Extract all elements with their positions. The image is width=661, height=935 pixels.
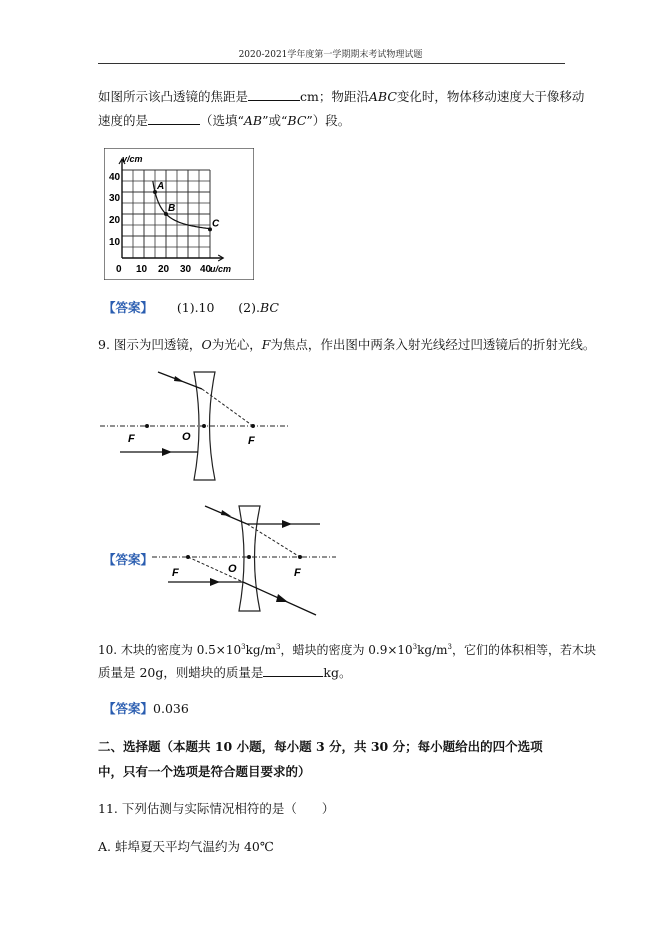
graph-ytick: 30 bbox=[109, 193, 121, 204]
arrow-icon bbox=[162, 448, 172, 456]
q8-graph bbox=[104, 148, 254, 280]
q8-text: 如图所示该凸透镜的焦距是 bbox=[98, 89, 249, 104]
q8-text-2b: （选填“ bbox=[200, 113, 244, 128]
q10-sup: 3 bbox=[447, 643, 452, 651]
arrow-icon bbox=[282, 520, 292, 528]
arrow-icon bbox=[276, 594, 288, 602]
label-f-right: F bbox=[248, 435, 255, 447]
q9-answer-tag-wrap bbox=[103, 553, 153, 567]
q8-blank-2 bbox=[148, 112, 200, 125]
q10-sup: 3 bbox=[275, 643, 281, 651]
focus-point-left bbox=[145, 424, 149, 428]
optical-center bbox=[202, 424, 206, 428]
q9-text: 图示为凹透镜， bbox=[113, 337, 202, 352]
focus-point-left bbox=[186, 555, 190, 559]
q10-text-2a: 质量是 20g，则蜡块的质量是 bbox=[98, 665, 264, 680]
q10-sup: 3 bbox=[241, 643, 246, 651]
q10-answer-val: 0.036 bbox=[153, 701, 189, 716]
q9-f: F bbox=[261, 337, 271, 352]
label-f-left: F bbox=[172, 567, 179, 579]
graph-point-label: B bbox=[168, 203, 176, 214]
graph-xtick: 10 bbox=[136, 264, 148, 275]
graph-ytick: 10 bbox=[109, 237, 121, 248]
q8-text-unit: cm；物距沿 bbox=[300, 89, 369, 104]
q8-text-2d: ”）段。 bbox=[306, 113, 351, 128]
focus-point-right bbox=[251, 424, 255, 428]
q8-blank-1 bbox=[248, 88, 300, 101]
graph-xtick: 0 bbox=[116, 264, 122, 275]
graph-xlabel: u/cm bbox=[210, 264, 232, 274]
optical-center bbox=[247, 555, 251, 559]
q10-answer bbox=[103, 702, 189, 716]
q9-answer-figure bbox=[150, 500, 342, 618]
focus-point-right bbox=[298, 555, 302, 559]
graph-xtick: 20 bbox=[158, 264, 170, 275]
q8-answer-2-val: BC bbox=[259, 300, 279, 315]
label-o: O bbox=[182, 431, 191, 443]
q8-text-2a: 速度的是 bbox=[98, 113, 149, 128]
graph-ytick: 20 bbox=[109, 215, 121, 226]
arrow-icon bbox=[221, 510, 231, 516]
graph-xtick: 40 bbox=[200, 264, 212, 275]
answer-tag: 【答案】 bbox=[103, 552, 154, 567]
graph-point-label: C bbox=[212, 218, 220, 230]
q10-unit: kg/m bbox=[417, 643, 448, 657]
graph-point-label: A bbox=[157, 181, 165, 192]
arrow-icon bbox=[210, 578, 220, 586]
label-o: O bbox=[228, 563, 237, 575]
graph-ytick: 40 bbox=[109, 172, 121, 183]
q8-line1 bbox=[98, 88, 584, 104]
q9-o: O bbox=[201, 337, 212, 352]
q9-text-c: 为焦点，作出图中两条入射光线经过凹透镜后的折射光线。 bbox=[270, 337, 596, 352]
section2-line2: 中，只有一个选项是符合题目要求的） bbox=[98, 764, 311, 779]
q11-stem: 11. 下列估测与实际情况相符的是（ ） bbox=[98, 801, 335, 816]
label-f-right: F bbox=[294, 567, 301, 579]
q10-line2 bbox=[98, 664, 351, 680]
q9-number: 9. bbox=[98, 337, 110, 352]
q8-bc: BC bbox=[287, 113, 307, 128]
graph-xtick: 30 bbox=[180, 264, 192, 275]
q10-text-c: ，蜡块的密度为 0.9×10 bbox=[280, 643, 413, 657]
q10-sup: 3 bbox=[412, 643, 418, 651]
q10-text-e: ，它们的体积相等，若木块 bbox=[451, 643, 596, 657]
q9-text-b: 为光心， bbox=[211, 337, 262, 352]
q8-text-b: 变化时，物体移动速度大于像移动 bbox=[396, 89, 585, 104]
q10-text-2b: kg。 bbox=[323, 665, 352, 680]
section2-line1: 二、选择题（本题共 10 小题，每小题 3 分，共 30 分；每小题给出的四个选项 bbox=[98, 739, 543, 754]
q10-blank bbox=[263, 664, 323, 677]
q9-stem bbox=[98, 338, 595, 352]
arrow-icon bbox=[174, 376, 184, 382]
page-header: 2020-2021学年度第一学期期末考试物理试题 bbox=[238, 50, 423, 60]
label-f-left: F bbox=[128, 433, 135, 445]
q8-line2 bbox=[98, 112, 350, 128]
answer-tag: 【答案】 bbox=[103, 701, 154, 716]
header-divider bbox=[98, 63, 565, 64]
q8-ab: AB bbox=[243, 113, 263, 128]
q10-text: 10. 木块的密度为 0.5×10 bbox=[98, 643, 242, 657]
q9-figure bbox=[98, 366, 298, 484]
q8-answer bbox=[103, 301, 279, 315]
q10-line1 bbox=[98, 640, 596, 657]
q8-text-2c: ”或“ bbox=[262, 113, 288, 128]
q8-abc: ABC bbox=[368, 89, 397, 104]
q10-unit: kg/m bbox=[245, 643, 276, 657]
graph-ylabel: v/cm bbox=[122, 154, 143, 164]
q8-answer-1: (1).10 bbox=[176, 300, 215, 315]
q11-option-a: A. 蚌埠夏天平均气温约为 40℃ bbox=[98, 839, 274, 854]
q8-answer-2: (2). bbox=[238, 300, 260, 315]
answer-tag: 【答案】 bbox=[103, 300, 154, 315]
